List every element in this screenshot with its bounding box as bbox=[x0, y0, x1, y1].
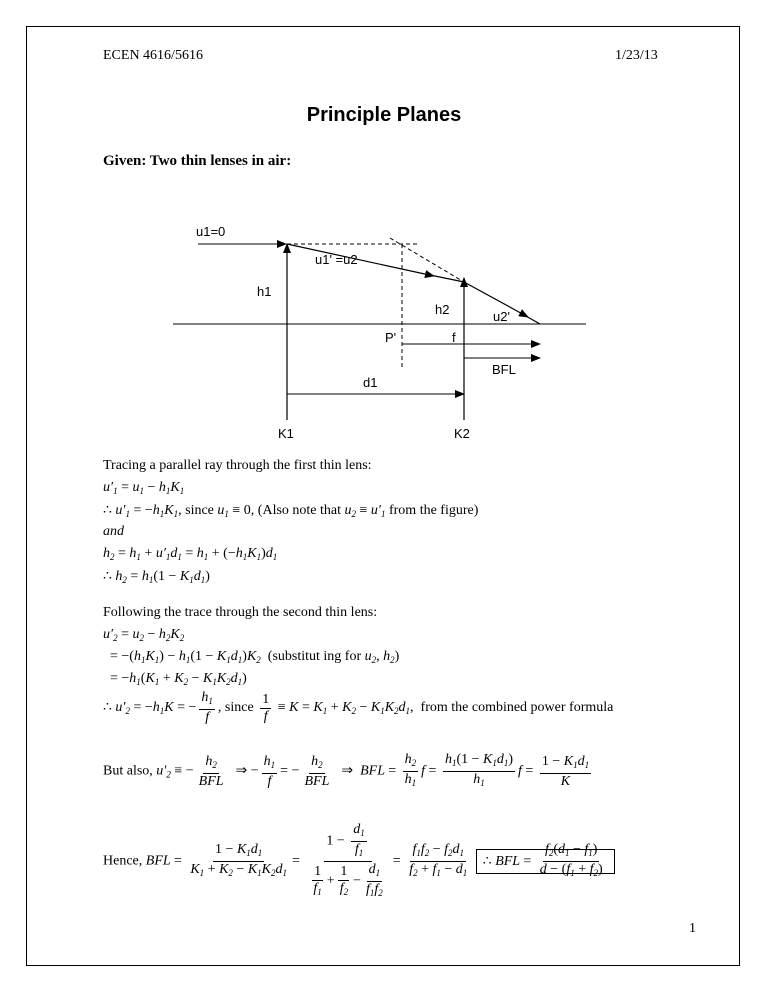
label-k2: K2 bbox=[454, 426, 470, 441]
label-d1: d1 bbox=[363, 375, 378, 390]
page-number: 1 bbox=[689, 921, 696, 936]
eq-u1p: $u'_1 = u_1 - h_1K_1$ bbox=[103, 480, 185, 496]
eq-butalso: But also, $u'_2$ ≡ − $\frac{h_2}{\text{BFL}}$ ⇒ − $\frac{h_1}{f}$ = − $\frac{h_2}{\text{BFL}}$ ⇒ BFL = $\frac{h_2}{h_1}$ f = $\frac{h_1(1 - K_1d_1)}{h_1}$ f = $\frac{1 - K_1d_1}{K}$ bbox=[103, 752, 590, 789]
section1-intro: Tracing a parallel ray through the first thin lens: bbox=[103, 458, 372, 473]
and-word: and bbox=[103, 524, 124, 539]
eq-u2p-sub: = $-(h_1K_1) - h_1(1 - K_1d_1)K_2$ (substitut ing for $u_2$, $h_2$) bbox=[110, 649, 400, 665]
eq-u1p-result: ∴ $u'_1 = -h_1K_1$, since $u_1 \equiv 0$, (Also note that $u_2 \equiv u'_1$ from the figure) bbox=[103, 503, 479, 519]
label-h2: h2 bbox=[435, 302, 450, 317]
label-h1: h1 bbox=[257, 284, 272, 299]
dashed-ray-back bbox=[390, 238, 464, 282]
course-code: ECEN 4616/5616 bbox=[103, 48, 203, 63]
given-line: Given: Two thin lenses in air: bbox=[103, 153, 292, 169]
bfl-result-box: ∴ BFL = $\frac{f_2(d_1 - f_1)}{d - (f_1 + f_2)}$ bbox=[476, 849, 615, 874]
eq-h2-result: ∴ $h_2 = h_1(1 - K_1d_1)$ bbox=[103, 569, 210, 585]
eq-u2p: $u'_2 = u_2 - h_2K_2$ bbox=[103, 627, 185, 643]
eq-u2p-result: ∴ $u'_2 = -h_1K$ = − $\frac{h_1}{f}$ , since $\frac{1}{f}$ ≡ $K = K_1 + K_2 - K_1K_2d_1$, from the combined power formula bbox=[103, 690, 614, 725]
eq-h2: $h_2 = h_1 + u'_1d_1 = h_1 + (-h_1K_1)d_1$ bbox=[103, 546, 278, 562]
label-k1: K1 bbox=[278, 426, 294, 441]
label-pprime: P' bbox=[385, 330, 397, 345]
lens-diagram bbox=[160, 220, 600, 445]
eq-u2p-factored: = $-h_1(K_1 + K_2 - K_1K_2d_1)$ bbox=[110, 671, 247, 687]
label-u1: u1=0 bbox=[196, 224, 226, 239]
label-f: f bbox=[452, 330, 456, 345]
ray-between bbox=[287, 244, 434, 276]
label-u2p: u2' bbox=[493, 309, 510, 324]
eq-hence: Hence, BFL = $\frac{1 - K_1d_1}{K_1 + K_2 - K_1K_2d_1}$ = 1 − $\frac{d_1}{f_1}$ $\frac{1}{f_1}$ + $\frac{1}{f_2}$ − $\frac{d_1}{f_1f_2}$ = $\frac{f_1f_2 - f_2d_1}{f_2 + f_1 - d_1}$ ∴ BFL = $\frac{f_2(d_1 - f_1)}{d - (f_1 + f_2)}$ bbox=[103, 822, 615, 901]
header-date: 1/23/13 bbox=[615, 48, 658, 63]
page-title: Principle Planes bbox=[306, 104, 462, 126]
label-bfl: BFL bbox=[492, 362, 516, 377]
section2-intro: Following the trace through the second thin lens: bbox=[103, 605, 378, 620]
label-u1p-u2: u1' =u2 bbox=[315, 252, 358, 267]
